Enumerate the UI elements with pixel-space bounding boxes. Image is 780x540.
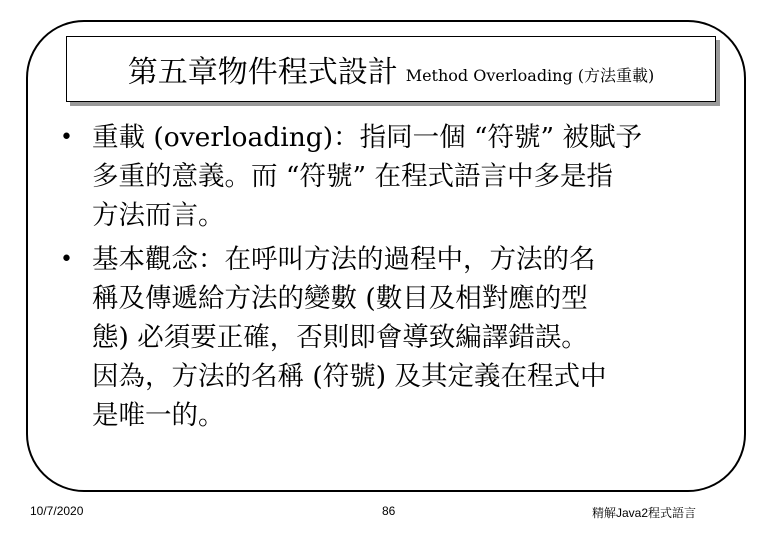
bullet-line: 重載 (overloading)：指同一個 “符號” 被賦予	[92, 122, 643, 153]
bullet-line: 態) 必須要正確，否則即會導致編譯錯誤。	[92, 322, 588, 353]
footer-page-number: 86	[382, 504, 396, 518]
title-box	[66, 36, 716, 102]
footer-date: 10/7/2020	[30, 504, 84, 518]
bullet-line: 是唯一的。	[92, 400, 225, 431]
bullet-line: 多重的意義。而 “符號” 在程式語言中多是指	[92, 161, 613, 192]
bullet-line: 基本觀念：在呼叫方法的過程中，方法的名	[92, 244, 596, 275]
bullet-line: 稱及傳遞給方法的變數 (數目及相對應的型	[92, 283, 588, 314]
bullet-dot-icon: •	[60, 247, 73, 272]
bullet-item	[58, 240, 718, 435]
bullet-line: 因為，方法的名稱 (符號) 及其定義在程式中	[92, 361, 607, 392]
bullet-list	[58, 118, 718, 440]
slide-subtitle: Method Overloading (方法重載)	[405, 65, 655, 85]
bullet-line: 方法而言。	[92, 200, 225, 231]
footer-book-title: 精解Java2程式語言	[592, 506, 697, 520]
slide-title: 第五章物件程式設計	[127, 55, 398, 90]
bullet-item	[58, 118, 718, 235]
bullet-dot-icon: •	[60, 125, 73, 150]
